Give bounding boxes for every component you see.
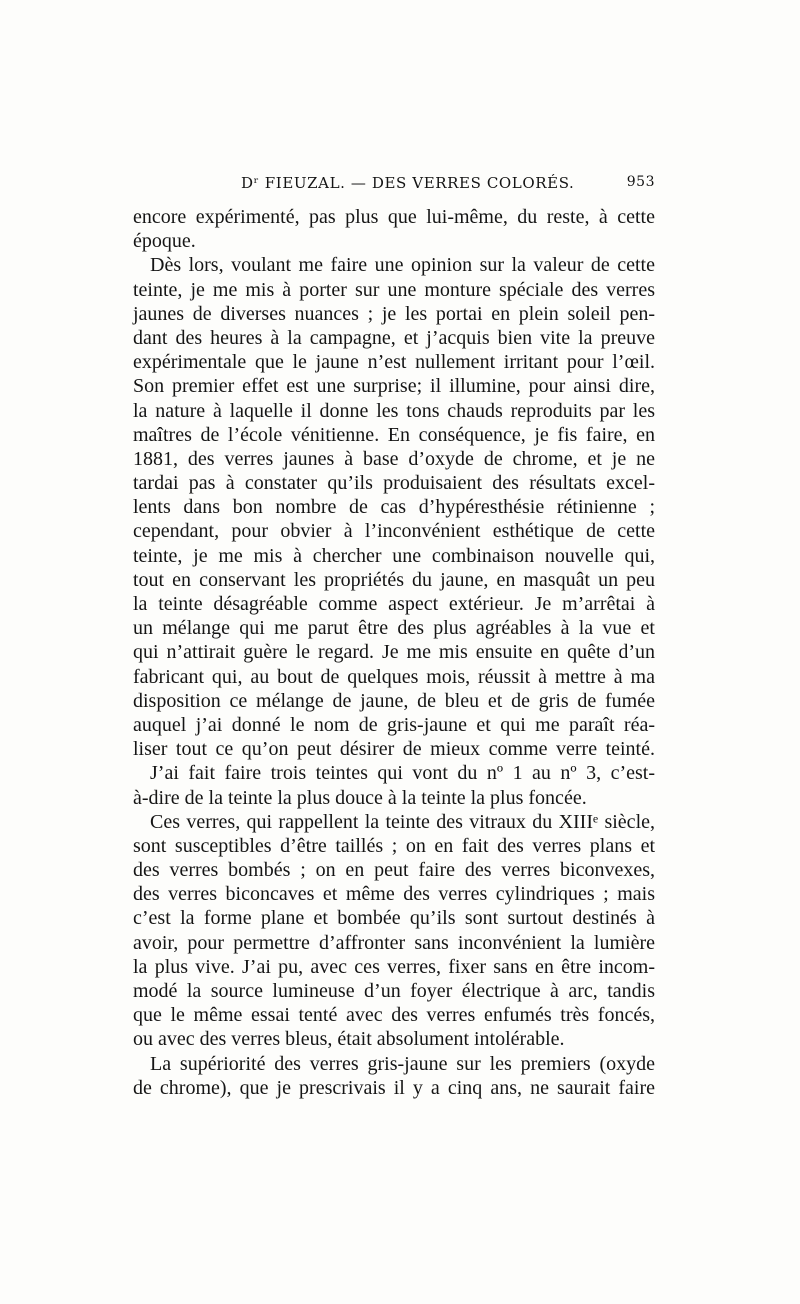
text-line: Dès lors, voulant me faire une opinion sur la valeur de cette xyxy=(150,254,655,277)
text-line: encore expérimenté, pas plus que lui-même, du reste, à cette xyxy=(133,206,655,228)
text-line: ou avec des verres bleus, était absolument intolérable. xyxy=(133,1028,565,1051)
text-line: tardai pas à constater qu’ils produisaient des résultats excel- xyxy=(133,472,655,495)
text-line: J’ai fait faire trois teintes qui vont du nº 1 au nº 3, c’est- xyxy=(150,762,655,785)
text-line: disposition ce mélange de jaune, de bleu et de gris de fumée xyxy=(133,689,655,712)
text-line: la plus vive. J’ai pu, avec ces verres, fixer sans en être incom- xyxy=(133,955,655,978)
text-line: 1881, des verres jaunes à base d’oxyde de chrome, et je ne xyxy=(133,447,655,470)
running-head: Dʳ FIEUZAL. — DES VERRES COLORÉS. xyxy=(241,174,575,192)
text-line: des verres biconcaves et même des verres cylindriques ; mais xyxy=(133,883,655,906)
text-line: avoir, pour permettre d’affronter sans inconvénient la lumière xyxy=(133,931,655,954)
body-text xyxy=(133,205,655,1100)
text-line: des verres bombés ; on en peut faire des verres biconvexes, xyxy=(133,859,655,882)
text-line: La supériorité des verres gris-jaune sur les premiers (oxyde xyxy=(150,1052,655,1075)
text-line: Ces verres, qui rappellent la teinte des vitraux du XIIIᵉ siècle, xyxy=(150,810,655,833)
text-line: expérimentale que le jaune n’est nullement irritant pour l’œil. xyxy=(133,351,655,374)
text-line: teinte, je me mis à porter sur une monture spéciale des verres xyxy=(133,278,655,301)
text-line: cependant, pour obvier à l’inconvénient esthétique de cette xyxy=(133,520,655,543)
page-header xyxy=(133,174,655,198)
text-line: la nature à laquelle il donne les tons chauds reproduits par les xyxy=(133,399,655,422)
text-line: de chrome), que je prescrivais il y a cinq ans, ne saurait faire xyxy=(133,1076,655,1099)
text-line: un mélange qui me parut être des plus agréables à la vue et xyxy=(133,617,655,640)
text-line: jaunes de diverses nuances ; je les portai en plein soleil pen- xyxy=(133,302,655,325)
text-line: liser tout ce qu’on peut désirer de mieux comme verre teinté. xyxy=(133,738,655,761)
text-line: dant des heures à la campagne, et j’acquis bien vite la preuve xyxy=(133,326,655,349)
text-line: lents dans bon nombre de cas d’hypéresthésie rétinienne ; xyxy=(133,496,655,519)
text-line: que le même essai tenté avec des verres enfumés très foncés, xyxy=(133,1004,655,1027)
text-line: qui n’attirait guère le regard. Je me mis ensuite en quête d’un xyxy=(133,641,655,664)
text-line: tout en conservant les propriétés du jaune, en masquât un peu xyxy=(133,568,655,591)
text-line: teinte, je me mis à chercher une combinaison nouvelle qui, xyxy=(133,544,655,567)
text-line: c’est la forme plane et bombée qu’ils sont surtout destinés à xyxy=(133,907,655,930)
text-line: modé la source lumineuse d’un foyer électrique à arc, tandis xyxy=(133,980,655,1002)
text-line: Son premier effet est une surprise; il illumine, pour ainsi dire, xyxy=(133,375,655,398)
text-line: fabricant qui, au bout de quelques mois, réussit à mettre à ma xyxy=(133,665,655,688)
text-line: à-dire de la teinte la plus douce à la teinte la plus foncée. xyxy=(133,786,587,809)
text-line: sont susceptibles d’être taillés ; on en fait des verres plans et xyxy=(133,834,655,857)
text-line: maîtres de l’école vénitienne. En conséquence, je fis faire, en xyxy=(133,423,655,446)
text-line: époque. xyxy=(133,230,196,253)
text-line: auquel j’ai donné le nom de gris-jaune et qui me paraît réa- xyxy=(133,713,655,736)
page-number: 953 xyxy=(626,174,655,190)
text-line: la teinte désagréable comme aspect extérieur. Je m’arrêtai à xyxy=(133,593,655,615)
